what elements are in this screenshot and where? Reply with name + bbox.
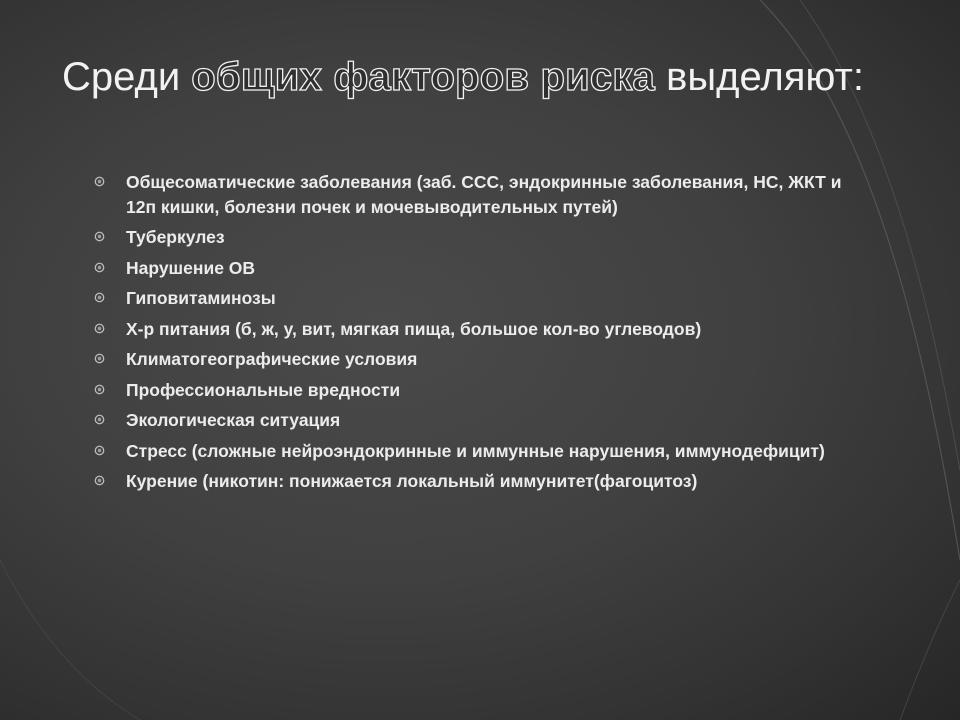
ring-bullet-icon (94, 445, 105, 456)
bullet-item (94, 439, 874, 464)
slide-title (62, 44, 922, 114)
bullet-item (94, 256, 874, 281)
title-suffix: выделяют: (655, 55, 864, 99)
bullet-list (94, 170, 874, 500)
bullet-item (94, 170, 874, 219)
bullet-text: Курение (никотин: понижается локальный иммунитет(фагоцитоз) (126, 471, 698, 491)
ring-bullet-icon (94, 292, 105, 303)
bullet-item (94, 347, 874, 372)
ring-bullet-icon (94, 414, 105, 425)
ring-bullet-icon (94, 262, 105, 273)
bullet-item (94, 469, 874, 494)
bullet-text: Экологическая ситуация (126, 410, 341, 430)
bullet-text: Профессиональные вредности (126, 379, 401, 400)
bullet-item (94, 378, 874, 403)
bullet-item (94, 317, 874, 342)
bullet-text: Туберкулез (126, 227, 225, 247)
bullet-text: Стресс (сложные нейроэндокринные и иммунные нарушения, иммунодефицит) (126, 440, 825, 461)
bullet-text: Климатогеографические условия (126, 349, 418, 369)
bullet-text: Х-р питания (б, ж, у, вит, мягкая пища, большое кол-во углеводов) (126, 318, 702, 339)
title-prefix: Среди (62, 55, 192, 99)
bullet-item (94, 286, 874, 311)
ring-bullet-icon (94, 384, 105, 395)
ring-bullet-icon (94, 231, 105, 242)
title-emphasis: общих факторов риска (191, 55, 656, 99)
ring-bullet-icon (94, 176, 105, 187)
bullet-item (94, 225, 874, 250)
bullet-text: Общесоматические заболевания (заб. ССС, эндокринные заболевания, НС, ЖКТ и 12п кишки, болезни почек и мочевыводительных путей) (126, 172, 842, 217)
ring-bullet-icon (94, 323, 105, 334)
bullet-text: Гиповитаминозы (126, 288, 276, 308)
bullet-text: Нарушение ОВ (126, 257, 256, 278)
bullet-item (94, 408, 874, 433)
ring-bullet-icon (94, 475, 105, 486)
ring-bullet-icon (94, 353, 105, 364)
